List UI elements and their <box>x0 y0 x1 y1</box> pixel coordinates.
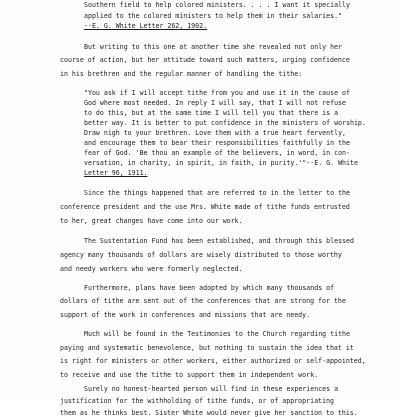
text-line: dollars of tithe are sent out of the conferences that are strong for the <box>60 297 346 305</box>
text-line: "You ask if I will accept tithe from you and use it in the cause of <box>84 89 350 97</box>
text-line: support of the work in conferences and missions that are needy. <box>60 311 311 319</box>
text-line: and encourage them to bear their responsibilities faithfully in the <box>84 139 350 147</box>
text-line: to her, great changes have come into our work. <box>60 217 243 225</box>
text-line: and needy workers who were formerly neglected. <box>60 265 243 273</box>
text-line: Draw nigh to your brethren. Love them with a true heart fervently, <box>84 129 347 137</box>
text-line: God where most needed. In reply I will say, that I will not refuse <box>84 99 347 107</box>
text-line: Surely no honest-hearted person will find in these experiences a <box>84 385 339 393</box>
text-line: course of action, but her attitude toward such matters, urging confidence <box>60 56 350 64</box>
citation-line: --E. G. White Letter 262, 1902. <box>84 22 208 30</box>
text-line: applied to the colored ministers to help them in their salaries." <box>84 12 343 20</box>
text-line: paying and systematic benevolence, but nothing to sustain the idea that it <box>60 344 354 352</box>
text-line: But writing to this one at another time she revealed not only her <box>84 43 343 51</box>
text-line: The Sustentation Fund has been established, and through this blessed <box>84 237 354 245</box>
text-line: conference president and the use Mrs. White made of tithe funds entrusted <box>60 203 350 211</box>
text-line: in his brethren and the regular manner of handling the tithe: <box>60 70 303 78</box>
text-line: is right for ministers or other workers, either authorized or self-appointed, <box>60 357 366 365</box>
text-line: fear of God. 'Be thou an example of the believers, in word, in con- <box>84 149 350 157</box>
text-line: to do this, but at the same time I will tell you that there is a <box>84 109 339 117</box>
text-line: Furthermore, plans have been adopted by which many thousands of <box>84 284 335 292</box>
text-line: justification for the withholding of tithe funds, or of appropriating <box>60 397 334 405</box>
text-line: agency many thousands of dollars are wisely distributed to those worthy <box>60 251 342 259</box>
text-line: Southern field to help colored ministers. . . . I want it specially <box>84 1 350 9</box>
text-line: them as he thinks best. Sister White would never give her sanction to this. <box>60 409 358 417</box>
citation-line: Letter 96, 1911. <box>84 169 148 177</box>
text-line: better way. It is better to put confidence in the ministers of worship. <box>84 119 366 127</box>
text-line: Much will be found in the Testimonies to the Church regarding tithe <box>84 330 350 338</box>
text-line: to receive and use the tithe to support them in independent work. <box>60 371 319 379</box>
text-line: versation, in charity, in spirit, in faith, in purity.'"--E. G. White <box>84 159 358 167</box>
text-line: Since the things happened that are referred to in the letter to the <box>84 189 350 197</box>
